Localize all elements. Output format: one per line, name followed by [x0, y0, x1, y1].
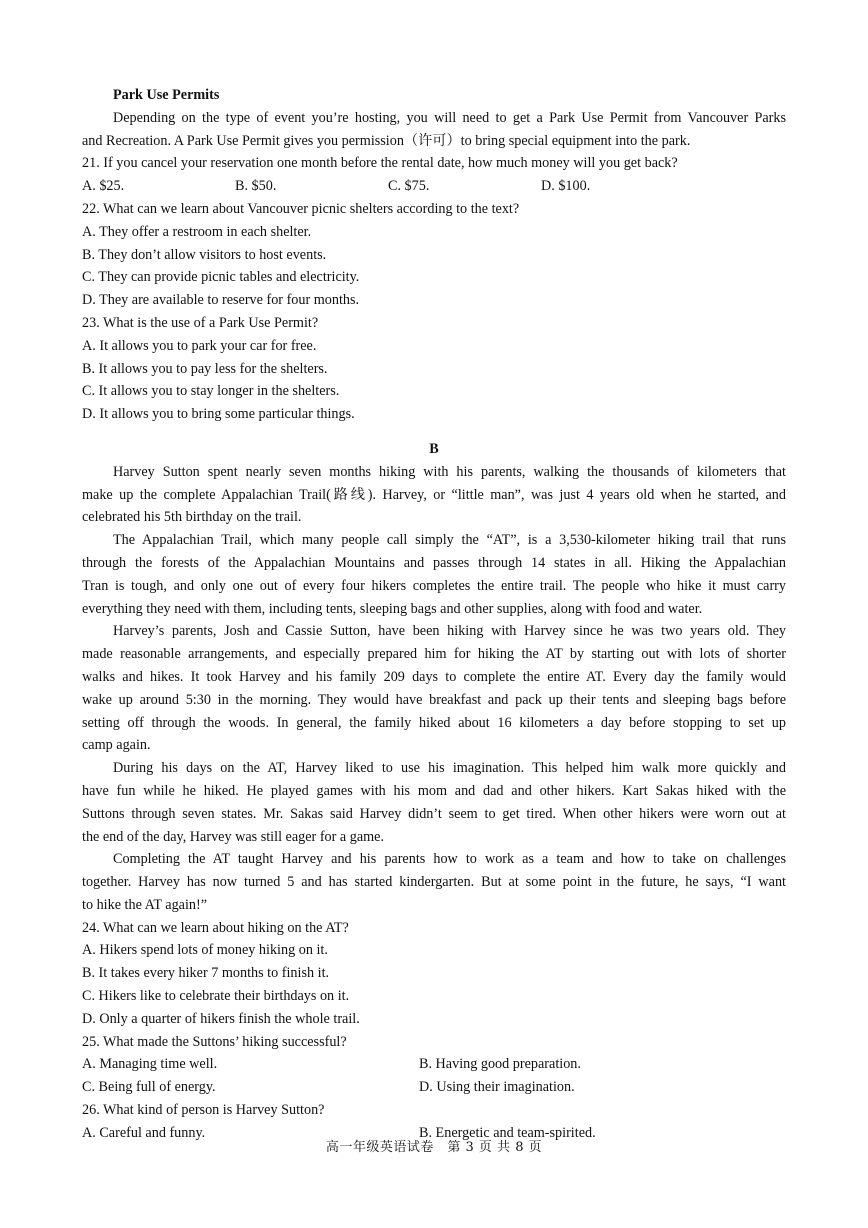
section-heading: Park Use Permits [113, 87, 220, 103]
paragraph-line: made reasonable arrangements, and especially prepared him for hiking the AT by starting out with lots of shorter [82, 646, 786, 663]
paragraph-line: Tran is tough, and only one out of every four hikers completes the entire trail. The people who hike it must carry [82, 577, 786, 594]
option-d: D. It allows you to bring some particular things. [82, 406, 355, 423]
paragraph-line: celebrated his 5th birthday on the trail. [82, 509, 302, 526]
question-23-stem: 23. What is the use of a Park Use Permit? [82, 314, 319, 331]
section-b-title: B [429, 440, 439, 457]
option-c: C. It allows you to stay longer in the shelters. [82, 383, 340, 400]
paragraph-line: walks and hikes. It took Harvey and his family 209 days to complete the entire AT. Every day the family would [82, 668, 786, 685]
question-21-options [82, 175, 786, 198]
paragraph-line: make up the complete Appalachian Trail(路线). Harvey, or “little man”, was just 4 years old when he started, and [82, 486, 786, 503]
paragraph-line: together. Harvey has now turned 5 and has started kindergarten. But at some point in the future, he says, “I want [82, 874, 786, 891]
option-a: A. Managing time well. [82, 1056, 218, 1073]
paragraph-line: Suttons through seven states. Mr. Sakas said Harvey didn’t seem to get tired. When other hikers were worn out at [82, 805, 786, 822]
option-b: B. $50. [235, 178, 277, 195]
option-b: B. Energetic and team-spirited. [419, 1124, 596, 1141]
paragraph-line: to hike the AT again!” [82, 896, 208, 913]
option-d: D. Only a quarter of hikers finish the whole trail. [82, 1010, 360, 1027]
option-b: B. They don’t allow visitors to host events. [82, 246, 327, 263]
option-a: A. Hikers spend lots of money hiking on it. [82, 942, 328, 959]
option-c: C. Being full of energy. [82, 1079, 216, 1096]
option-d: D. They are available to reserve for four months. [82, 292, 360, 309]
question-24-stem: 24. What can we learn about hiking on the AT? [82, 919, 349, 936]
option-b: B. Having good preparation. [419, 1056, 581, 1073]
paragraph-line: the end of the day, Harvey was still eager for a game. [82, 828, 385, 845]
option-c: C. They can provide picnic tables and electricity. [82, 269, 360, 286]
option-c: C. Hikers like to celebrate their birthdays on it. [82, 988, 350, 1005]
option-c: C. $75. [388, 178, 430, 195]
question-25-options-row-1 [82, 1053, 786, 1076]
question-25-options-row-2 [82, 1076, 786, 1099]
option-b: B. It allows you to pay less for the shelters. [82, 360, 328, 377]
paragraph-line: The Appalachian Trail, which many people call simply the “AT”, is a 3,530-kilometer hiking trail that runs [113, 532, 786, 549]
page-footer: 高一年级英语试卷 第 3 页 共 8 页 [325, 1140, 543, 1155]
option-a: A. They offer a restroom in each shelter. [82, 223, 312, 240]
paragraph-line: During his days on the AT, Harvey liked to use his imagination. This helped him walk more quickly and [113, 760, 786, 777]
paragraph-line: Depending on the type of event you’re hosting, you will need to get a Park Use Permit from Vancouver Parks [113, 109, 786, 126]
option-b: B. It takes every hiker 7 months to finish it. [82, 965, 330, 982]
option-a: A. It allows you to park your car for free. [82, 337, 317, 354]
option-a: A. Careful and funny. [82, 1124, 206, 1141]
paragraph-line: Harvey’s parents, Josh and Cassie Sutton, have been hiking with Harvey since he was two years old. They [113, 623, 786, 640]
paragraph-line: have fun while he hiked. He played games with his mom and dad and other hikers. Kart Sakas hiked with the [82, 782, 786, 799]
paragraph-line: camp again. [82, 737, 151, 754]
question-21-stem: 21. If you cancel your reservation one month before the rental date, how much money will you get back? [82, 155, 678, 172]
paragraph-line: and Recreation. A Park Use Permit gives you permission（许可）to bring special equipment into the park. [82, 132, 691, 149]
paragraph-line: Completing the AT taught Harvey and his parents how to work as a team and how to take on challenges [113, 851, 786, 868]
question-26-stem: 26. What kind of person is Harvey Sutton? [82, 1102, 325, 1119]
paragraph-line: through the forests of the Appalachian Mountains and passes through 14 states in all. Hiking the Appalachian [82, 554, 786, 571]
option-a: A. $25. [82, 178, 125, 195]
exam-page [82, 84, 786, 1145]
question-22-stem: 22. What can we learn about Vancouver picnic shelters according to the text? [82, 200, 520, 217]
paragraph-line: Harvey Sutton spent nearly seven months hiking with his parents, walking the thousands of kilometers that [113, 463, 786, 480]
option-d: D. $100. [541, 178, 591, 195]
option-d: D. Using their imagination. [419, 1079, 575, 1096]
question-25-stem: 25. What made the Suttons’ hiking successful? [82, 1033, 347, 1050]
paragraph-line: wake up around 5:30 in the morning. They would have breakfast and pack up their tents and sleeping bags before [82, 691, 786, 708]
paragraph-line: setting off through the woods. In general, the family hiked about 16 kilometers a day before stopping to set up [82, 714, 786, 731]
paragraph-line: everything they need with them, including tents, sleeping bags and other supplies, along with food and water. [82, 600, 703, 617]
